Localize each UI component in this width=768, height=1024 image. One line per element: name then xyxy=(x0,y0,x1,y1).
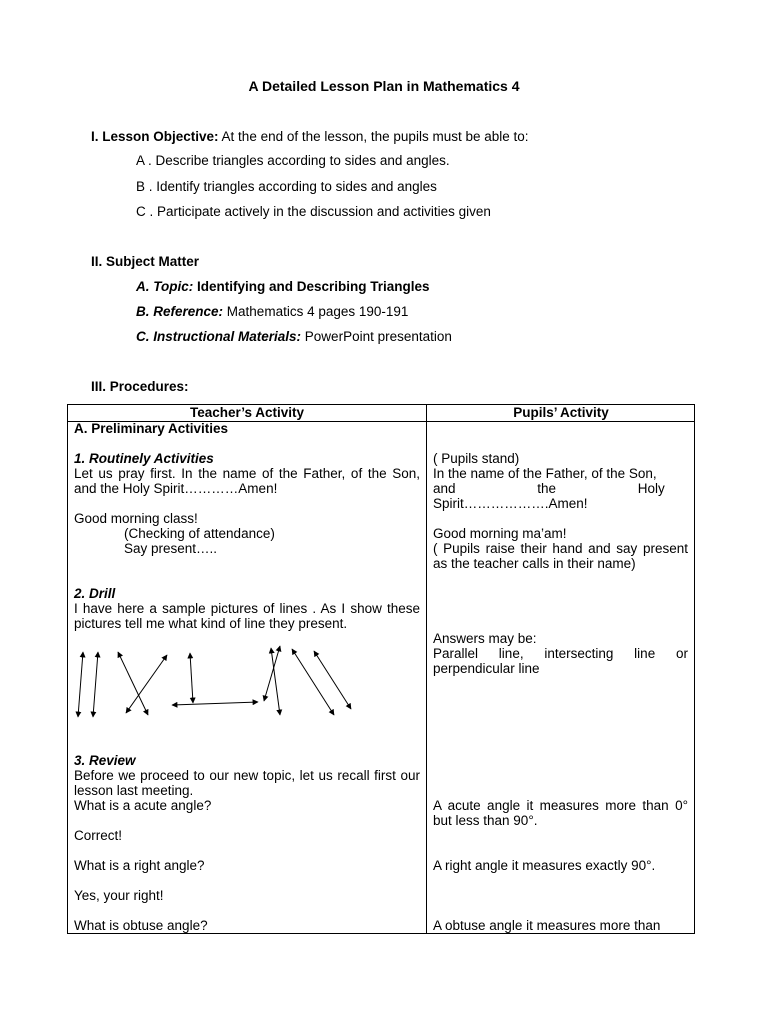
materials-line xyxy=(136,329,452,344)
procedures-heading: III. Procedures: xyxy=(91,379,189,394)
reference-line xyxy=(136,304,408,319)
pupil-answer-right: A right angle it measures exactly 90°. xyxy=(433,858,656,873)
topic-value: Identifying and Describing Triangles xyxy=(193,279,430,294)
teacher-question-right: What is a right angle? xyxy=(74,858,205,873)
teacher-say-present: Say present….. xyxy=(124,541,218,556)
teacher-question-acute: What is a acute angle? xyxy=(74,798,212,813)
objective-item-c: C . Participate actively in the discussion and activities given xyxy=(136,204,491,219)
teacher-greet: Good morning class! xyxy=(74,511,198,526)
reference-value: Mathematics 4 pages 190-191 xyxy=(223,304,409,319)
pupil-answer-obtuse: A obtuse angle it measures more than xyxy=(433,918,661,933)
teacher-correct: Correct! xyxy=(74,828,123,843)
parallel-line-1 xyxy=(78,652,83,717)
parallel-diagonal-1 xyxy=(292,649,334,715)
perpendicular-line-vertical xyxy=(190,653,193,703)
pupil-answers-label: Answers may be: xyxy=(433,631,537,646)
pupil-pray-line-3: Spirit……………….Amen! xyxy=(433,496,588,511)
preliminary-heading: A. Preliminary Activities xyxy=(74,421,229,436)
objective-intro: At the end of the lesson, the pupils must be able to: xyxy=(218,129,529,144)
parallel-diagonal-2 xyxy=(314,651,351,709)
materials-label: C. Instructional Materials: xyxy=(136,329,302,344)
drill-title: 2. Drill xyxy=(74,586,116,601)
review-title: 3. Review xyxy=(74,753,136,768)
pupil-answers: Parallel line, intersecting line or perpendicular line xyxy=(433,646,688,676)
pupil-raise: ( Pupils raise their hand and say present as the teacher calls in their name) xyxy=(433,541,688,571)
teacher-column-header: Teacher’s Activity xyxy=(189,405,305,420)
angle-line-2 xyxy=(271,648,280,715)
materials-value: PowerPoint presentation xyxy=(301,329,452,344)
objective-line xyxy=(91,129,529,144)
perpendicular-line-horizontal xyxy=(172,702,258,705)
topic-line xyxy=(136,279,430,294)
objective-item-a: A . Describe triangles according to sides and angles. xyxy=(136,153,450,168)
routinely-title: 1. Routinely Activities xyxy=(74,451,214,466)
teacher-attendance: (Checking of attendance) xyxy=(124,526,275,541)
intersecting-line-2 xyxy=(126,655,167,713)
pupil-pray-line-1: In the name of the Father, of the Son, xyxy=(433,466,657,481)
pupils-column-header: Pupils’ Activity xyxy=(513,405,609,420)
teacher-yes: Yes, your right! xyxy=(74,888,164,903)
teacher-review: Before we proceed to our new topic, let us recall first our lesson last meeting. xyxy=(74,768,420,798)
page-title: A Detailed Lesson Plan in Mathematics 4 xyxy=(248,78,520,94)
objective-heading: I. Lesson Objective: xyxy=(91,129,219,144)
reference-label: B. Reference: xyxy=(136,304,224,319)
objective-item-b: B . Identify triangles according to sides and angles xyxy=(136,179,437,194)
intersecting-line-1 xyxy=(118,652,148,715)
pupil-greet: Good morning ma’am! xyxy=(433,526,567,541)
pupil-stand: ( Pupils stand) xyxy=(433,451,520,466)
pupil-pray-line-2: and the Holy xyxy=(433,481,665,496)
procedures-table xyxy=(67,404,695,934)
drill-lines-illustration xyxy=(68,405,426,735)
table-column-divider xyxy=(426,405,427,933)
subject-matter-heading: II. Subject Matter xyxy=(91,254,200,269)
topic-label: A. Topic: xyxy=(136,279,194,294)
teacher-question-obtuse: What is obtuse angle? xyxy=(74,918,208,933)
parallel-line-2 xyxy=(93,652,98,717)
teacher-pray: Let us pray first. In the name of the Father, of the Son, and the Holy Spirit…………Amen! xyxy=(74,466,420,496)
pupil-answer-acute: A acute angle it measures more than 0° but less than 90°. xyxy=(433,798,688,828)
teacher-drill: I have here a sample pictures of lines . As I show these pictures tell me what kind of line they present. xyxy=(74,601,420,631)
